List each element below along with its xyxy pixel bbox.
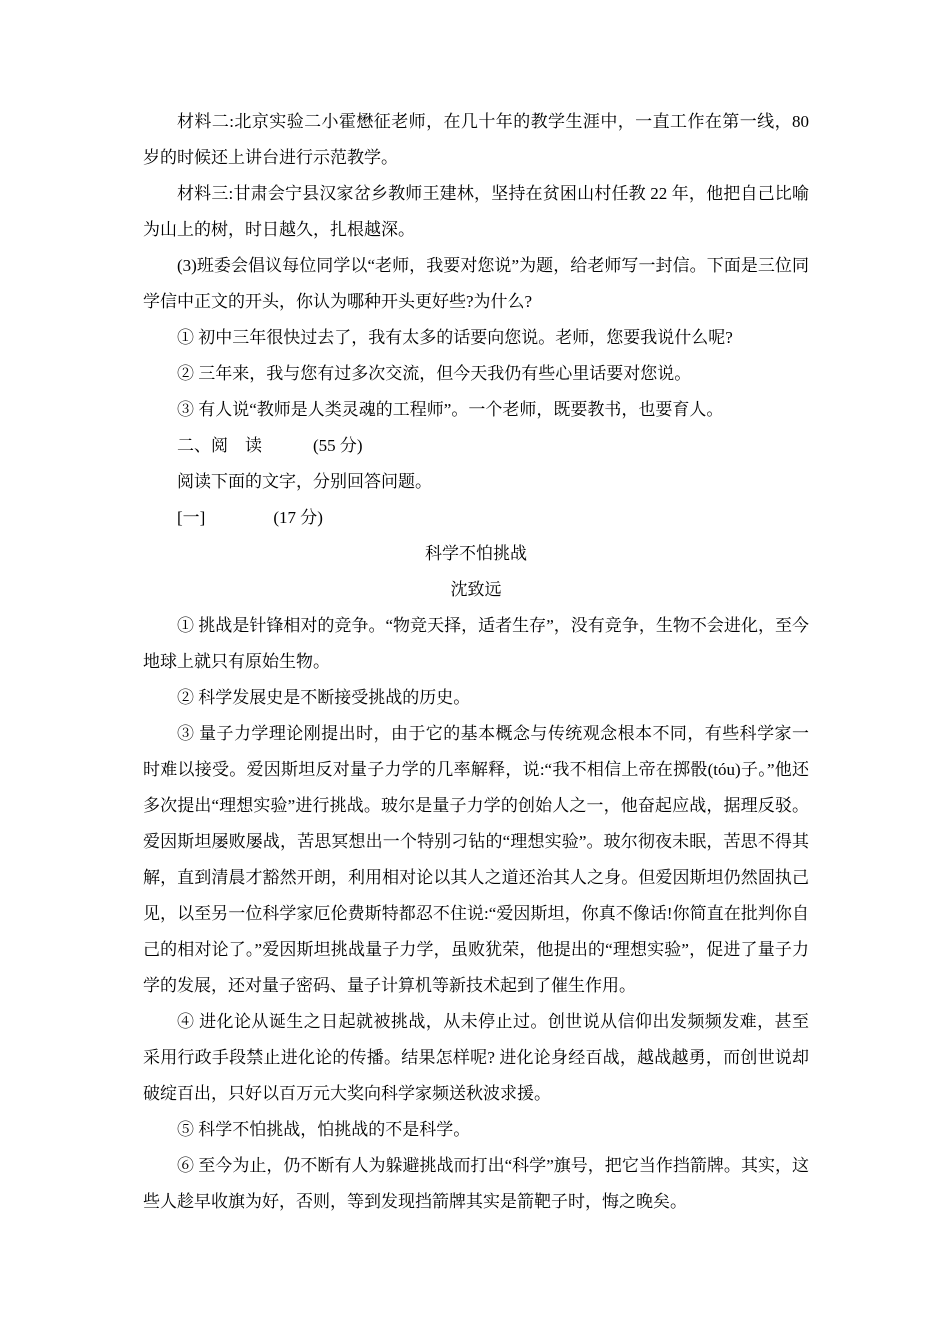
essay-para-3: ③ 量子力学理论刚提出时，由于它的基本概念与传统观念根本不同，有些科学家一时难以接受。爱因斯坦反对量子力学的几率解释，说:“我不相信上帝在掷骰(tóu)子。”他还多次提出“理想实验”进行挑战。玻尔是量子力学的创始人之一，他奋起应战，据理反驳。爱因斯坦屡败屡战，苦思冥想出一个特别刁钻的“理想实验”。玻尔彻夜未眠，苦思不得其解，直到清晨才豁然开朗，利用相对论以其人之道还治其人之身。但爱因斯坦仍然固执己见，以至另一位科学家厄伦费斯特都忍不住说:“爱因斯坦，你真不像话!你简直在批判你自己的相对论了。”爱因斯坦挑战量子力学，虽败犹荣，他提出的“理想实验”，促进了量子力学的发展，还对量子密码、量子计算机等新技术起到了催生作用。 (143, 724, 809, 995)
essay-author: 沈致远 (450, 580, 502, 599)
essay-para-2: ② 科学发展史是不断接受挑战的历史。 (177, 688, 471, 707)
part-one-label: [一] (17 分) (177, 508, 323, 527)
essay-para-6: ⑥ 至今为止，仍不断有人为躲避挑战而打出“科学”旗号，把它当作挡箭牌。其实，这些人趁早收旗为好，否则，等到发现挡箭牌其实是箭靶子时，悔之晚矣。 (143, 1156, 809, 1211)
option-3: ③ 有人说“教师是人类灵魂的工程师”。一个老师，既要教书，也要育人。 (177, 400, 724, 419)
essay-para-4: ④ 进化论从诞生之日起就被挑战，从未停止过。创世说从信仰出发频频发难，甚至采用行政手段禁止进化论的传播。结果怎样呢? 进化论身经百战，越战越勇，而创世说却破绽百出，只好以百万元大奖向科学家频送秋波求援。 (143, 1012, 809, 1103)
section-heading-reading: 二、阅 读 (55 分) (177, 436, 363, 455)
essay-para-1: ① 挑战是针锋相对的竞争。“物竞天择，适者生存”，没有竞争，生物不会进化，至今地球上就只有原始生物。 (143, 616, 809, 671)
para-question-3: (3)班委会倡议每位同学以“老师，我要对您说”为题，给老师写一封信。下面是三位同学信中正文的开头，你认为哪种开头更好些?为什么? (143, 256, 809, 311)
option-1: ① 初中三年很快过去了，我有太多的话要向您说。老师，您要我说什么呢? (177, 328, 733, 347)
reading-instructions: 阅读下面的文字，分别回答问题。 (177, 472, 432, 491)
essay-para-5: ⑤ 科学不怕挑战，怕挑战的不是科学。 (177, 1120, 471, 1139)
essay-title: 科学不怕挑战 (425, 544, 527, 563)
option-2: ② 三年来，我与您有过多次交流，但今天我仍有些心里话要对您说。 (177, 364, 692, 383)
para-material-3: 材料三:甘肃会宁县汉家岔乡教师王建林，坚持在贫困山村任教 22 年，他把自己比喻为山上的树，时日越久，扎根越深。 (143, 184, 809, 239)
para-material-2: 材料二:北京实验二小霍懋征老师，在几十年的教学生涯中，一直工作在第一线，80 岁的时候还上讲台进行示范教学。 (143, 112, 809, 167)
